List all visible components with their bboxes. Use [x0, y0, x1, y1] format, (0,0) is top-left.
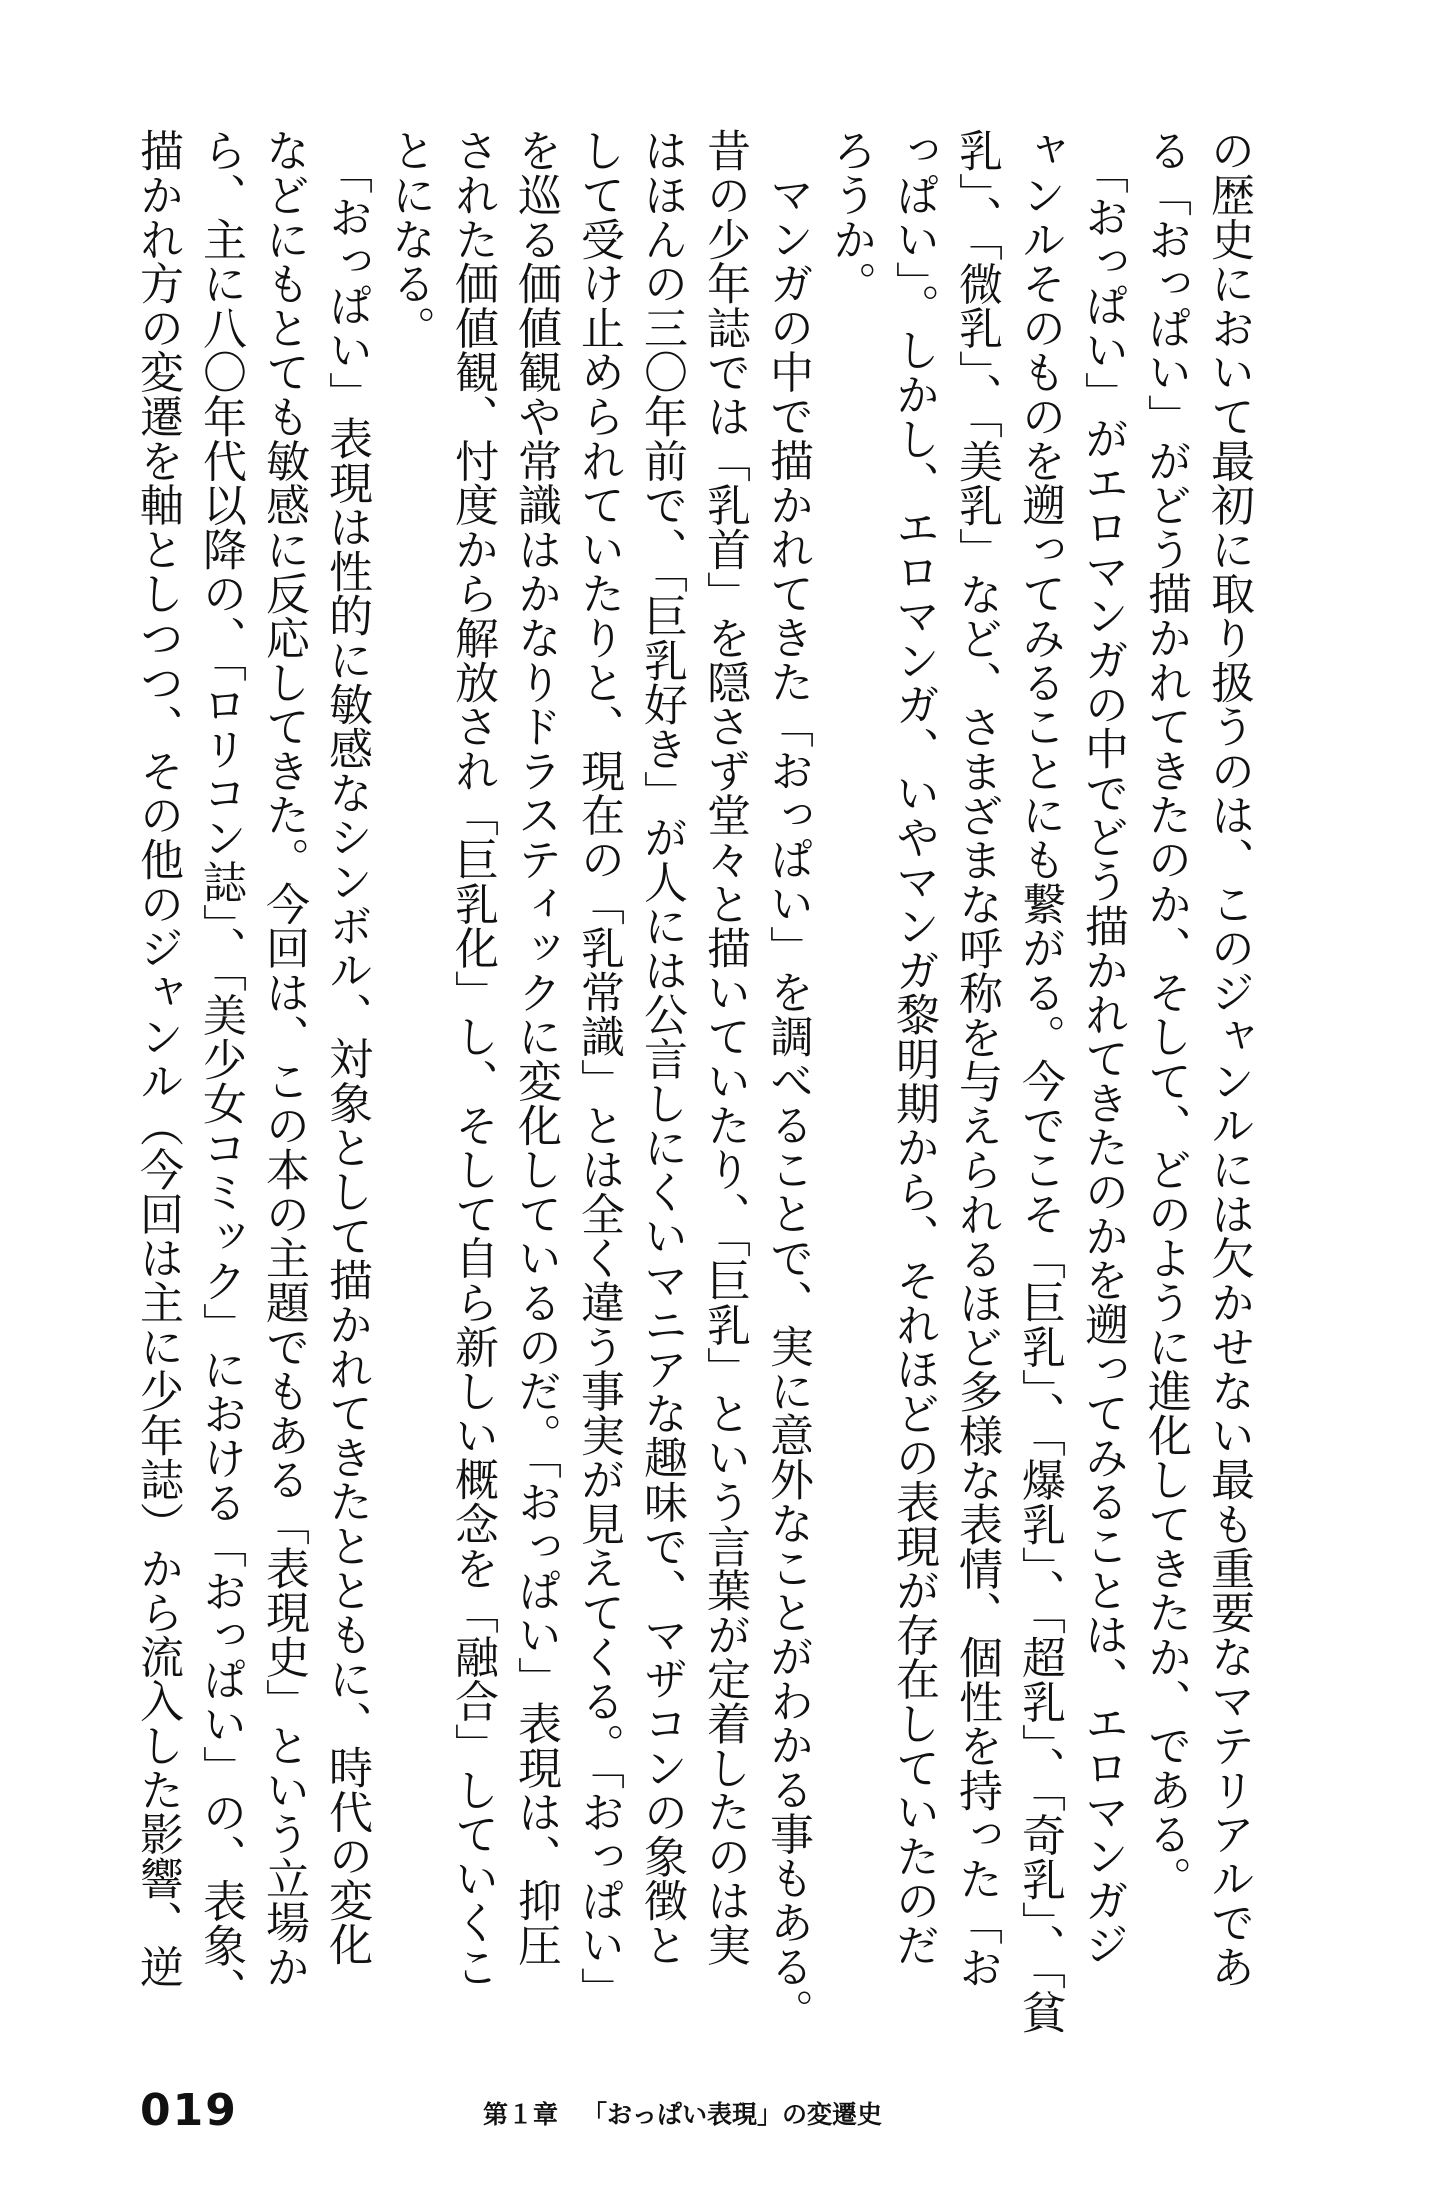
- text-line: を巡る価値観や常識はかなりドラスティックに変化しているのだ。「おっぱい」表現は、抑圧: [510, 128, 561, 1967]
- text-line: っぱい」。しかし、エロマンガ、いやマンガ黎明期から、それほどの表現が存在していたのだ: [888, 128, 939, 1967]
- text-line: はほんの三〇年前で、「巨乳好き」が人には公言しにくいマニアな趣味で、マザコンの象徴と: [636, 128, 687, 1967]
- text-line: ャンルそのものを遡ってみることにも繋がる。今でこそ「巨乳」、「爆乳」、「超乳」、「奇乳」、「貧: [1014, 128, 1065, 2035]
- text-line: された価値観、忖度から解放され「巨乳化」し、そして自ら新しい概念を「融合」していくこ: [447, 128, 498, 1989]
- body-text: [126, 128, 1260, 2035]
- text-line: る「おっぱい」がどう描かれてきたのか、そして、どのように進化してきたか、である。: [1140, 128, 1191, 1900]
- text-line: とになる。: [384, 128, 435, 350]
- text-line: などにもとても敏感に反応してきた。今回は、この本の主題でもある「表現史」という立場か: [258, 128, 309, 1989]
- text-line: ろうか。: [825, 128, 876, 306]
- running-head: [483, 2095, 906, 2131]
- text-line: 描かれ方の変遷を軸としつつ、その他のジャンル（今回は主に少年誌）から流入した影響、逆: [132, 128, 183, 1989]
- text-line: 昔の少年誌では「乳首」を隠さず堂々と描いていたり、「巨乳」という言葉が定着したのは実: [699, 128, 750, 1967]
- text-line: 「おっぱい」がエロマンガの中でどう描かれてきたのかを遡ってみることは、エロマンガジ: [1077, 150, 1128, 1967]
- chapter-number: 第１章: [483, 2100, 559, 2129]
- text-line: マンガの中で描かれてきた「おっぱい」を調べることで、実に意外なことがわかる事もある。: [762, 172, 813, 2033]
- text-line: の歴史において最初に取り扱うのは、このジャンルには欠かせない最も重要なマテリアルであ: [1203, 128, 1254, 1989]
- text-line: 「おっぱい」表現は性的に敏感なシンボル、対象として描かれてきたとともに、時代の変化: [321, 150, 372, 1967]
- text-line: して受け止められていたりと、現在の「乳常識」とは全く違う事実が見えてくる。「おっぱい」: [573, 128, 624, 2011]
- text-line: ら、主に八〇年代以降の、「ロリコン誌」、「美少女コミック」における「おっぱい」の、表象、: [195, 128, 246, 2012]
- page-number: 019: [140, 2085, 238, 2136]
- chapter-title: 「おっぱい表現」の変遷史: [582, 2100, 883, 2129]
- text-line: 乳」、「微乳」、「美乳」など、さまざまな呼称を与えられるほど多様な表情、個性を持った「お: [951, 128, 1002, 1990]
